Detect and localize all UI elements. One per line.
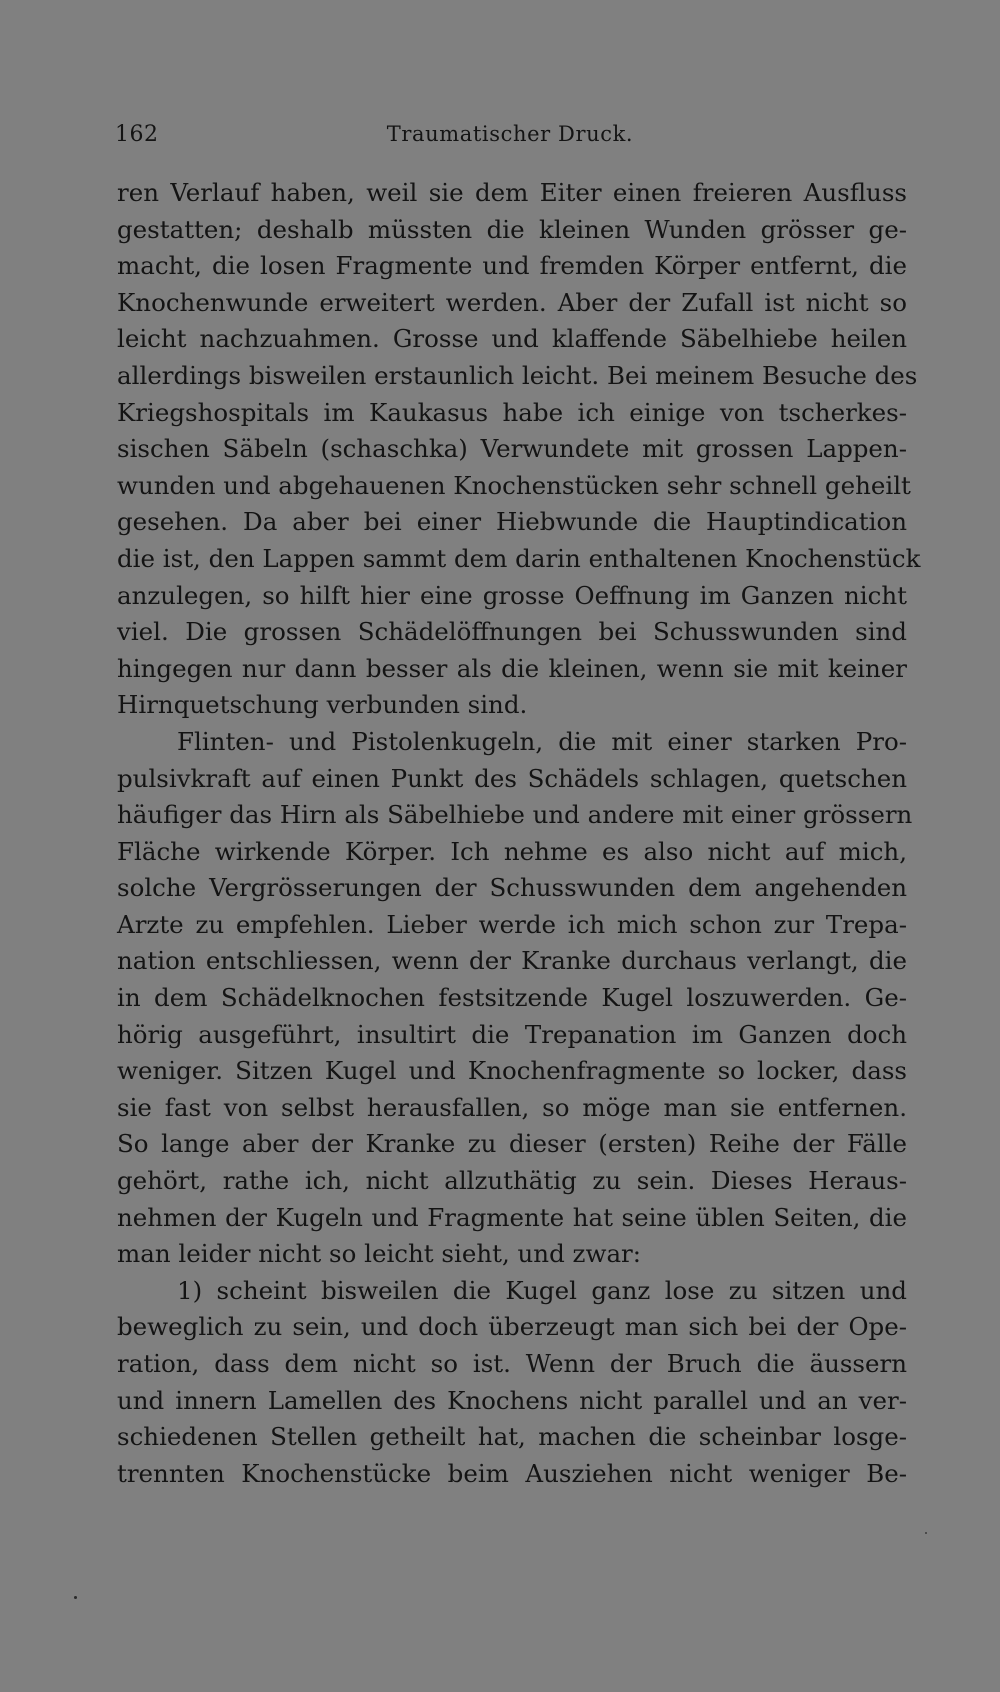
running-title: Traumatischer Druck. — [386, 122, 634, 146]
text-line: nation entschliessen, wenn der Kranke durchaus verlangt, die — [117, 946, 907, 976]
text-line: häufiger das Hirn als Säbelhiebe und andere mit einer grössern — [117, 800, 913, 830]
text-line: ration, dass dem nicht so ist. Wenn der Bruch die äussern — [117, 1349, 907, 1378]
scan-speck — [74, 1596, 77, 1599]
text-line: Knochenwunde erweitert werden. Aber der Zufall ist nicht so — [117, 287, 907, 317]
text-line: gesehen. Da aber bei einer Hiebwunde die Hauptindication — [117, 507, 907, 537]
text-line: und innern Lamellen des Knochens nicht parallel und an ver- — [117, 1385, 907, 1415]
text-line: 1) scheint bisweilen die Kugel ganz lose zu sitzen und — [177, 1275, 907, 1305]
paragraph-1 — [117, 175, 921, 724]
text-line: Hirnquetschung verbunden sind. — [117, 690, 528, 720]
text-line: Arzte zu empfehlen. Lieber werde ich mich schon zur Trepa- — [117, 909, 907, 939]
text-line: sie fast von selbst herausfallen, so möge man sie entfernen. — [117, 1092, 907, 1122]
text-line: beweglich zu sein, und doch überzeugt man sich bei der Ope- — [117, 1312, 907, 1342]
text-line: in dem Schädelknochen festsitzende Kugel loszuwerden. Ge- — [117, 983, 907, 1013]
text-line: hingegen nur dann besser als die kleinen, wenn sie mit keiner — [117, 653, 907, 683]
text-line: anzulegen, so hilft hier eine grosse Oeffnung im Ganzen nicht — [117, 580, 907, 610]
page-number: 162 — [115, 122, 159, 147]
body-text — [117, 175, 921, 1492]
text-line: Kriegshospitals im Kaukasus habe ich einige von tscherkes- — [117, 397, 907, 427]
text-line: So lange aber der Kranke zu dieser (ersten) Reihe der Fälle — [117, 1129, 907, 1159]
text-line: Flinten- und Pistolenkugeln, die mit einer starken Pro- — [177, 726, 907, 756]
text-line: gestatten; deshalb müssten die kleinen Wunden grösser ge- — [117, 214, 907, 244]
text-line: leicht nachzuahmen. Grosse und klaffende Säbelhiebe heilen — [117, 324, 907, 354]
text-line: man leider nicht so leicht sieht, und zwar: — [117, 1239, 642, 1269]
text-line: Fläche wirkende Körper. Ich nehme es also nicht auf mich, — [117, 836, 907, 866]
text-line: viel. Die grossen Schädelöffnungen bei Schusswunden sind — [117, 617, 907, 647]
text-line: hörig ausgeführt, insultirt die Trepanation im Ganzen doch — [117, 1019, 907, 1049]
text-line: die ist, den Lappen sammt dem darin enthaltenen Knochenstück — [117, 543, 921, 573]
paragraph-3 — [117, 1273, 907, 1493]
paragraph-2 — [117, 724, 913, 1273]
text-line: nehmen der Kugeln und Fragmente hat seine üblen Seiten, die — [117, 1202, 907, 1232]
page-header — [115, 122, 905, 154]
text-line: allerdings bisweilen erstaunlich leicht. Bei meinem Besuche des — [117, 360, 918, 390]
text-line: macht, die losen Fragmente und fremden Körper entfernt, die — [117, 251, 907, 281]
text-line: solche Vergrösserungen der Schusswunden dem angehenden — [117, 873, 907, 903]
text-line: ren Verlauf haben, weil sie dem Eiter einen freieren Ausfluss — [117, 178, 907, 207]
text-line: trennten Knochenstücke beim Ausziehen nicht weniger Be- — [117, 1458, 907, 1488]
text-line: weniger. Sitzen Kugel und Knochenfragmente so locker, dass — [117, 1056, 907, 1086]
text-line: pulsivkraft auf einen Punkt des Schädels schlagen, quetschen — [117, 763, 907, 793]
text-line: schiedenen Stellen getheilt hat, machen die scheinbar losge- — [117, 1422, 907, 1452]
text-line: sischen Säbeln (schaschka) Verwundete mit grossen Lappen- — [117, 434, 907, 464]
text-line: gehört, rathe ich, nicht allzuthätig zu sein. Dieses Heraus- — [117, 1166, 907, 1196]
scan-speck — [925, 1532, 927, 1534]
text-line: wunden und abgehauenen Knochenstücken sehr schnell geheilt — [117, 470, 911, 500]
